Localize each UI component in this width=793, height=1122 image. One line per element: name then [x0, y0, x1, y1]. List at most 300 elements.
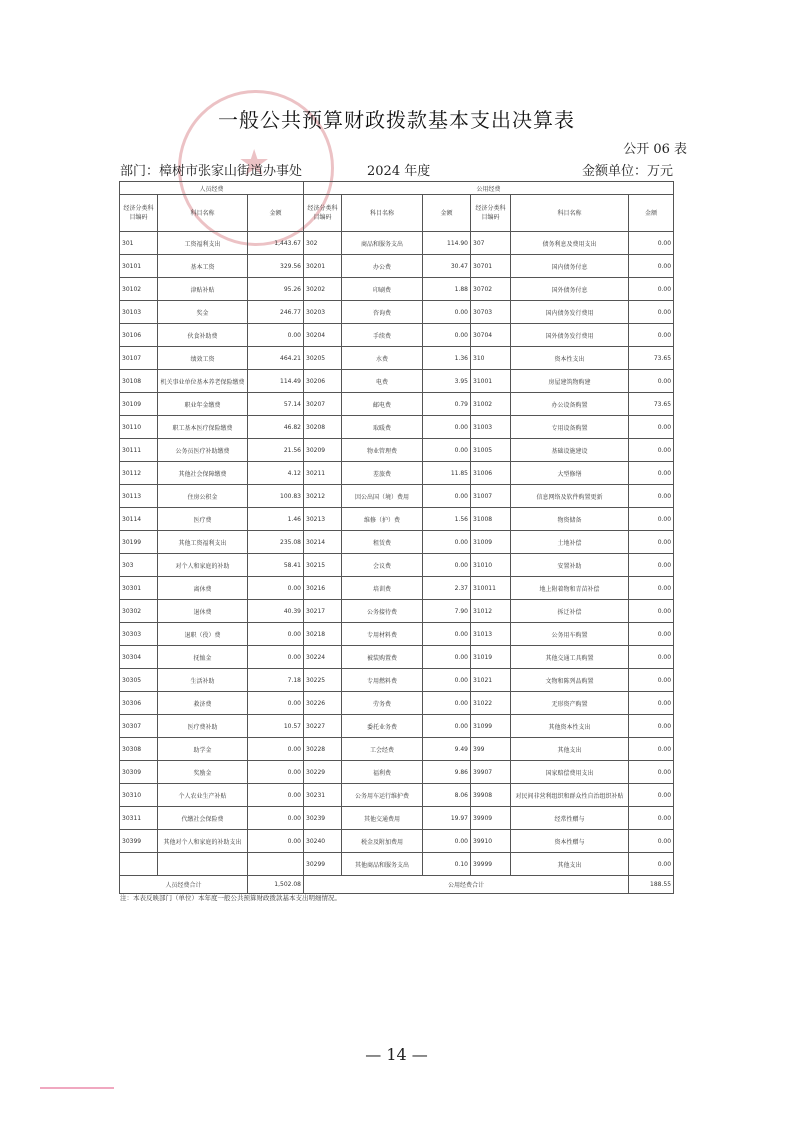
cell-amount: 0.00 — [423, 692, 471, 715]
cell-amount: 0.00 — [248, 738, 304, 761]
cell-amount: 0.00 — [248, 623, 304, 646]
cell-subject-name: 物资储备 — [511, 508, 629, 531]
cell-amount: 0.00 — [629, 577, 674, 600]
cell-amount: 4.12 — [248, 462, 304, 485]
cell-amount: 0.00 — [629, 646, 674, 669]
cell-subject-name: 助学金 — [158, 738, 248, 761]
col-header-subject-name: 科目名称 — [342, 195, 423, 232]
cell-amount: 0.00 — [629, 485, 674, 508]
cell-amount: 0.00 — [629, 278, 674, 301]
cell-amount: 0.00 — [248, 784, 304, 807]
cell-amount: 1.56 — [423, 508, 471, 531]
cell-econ-code: 30301 — [120, 577, 158, 600]
cell-amount: 8.06 — [423, 784, 471, 807]
cell-econ-code: 31012 — [471, 600, 511, 623]
cell-econ-code: 31010 — [471, 554, 511, 577]
table-row — [120, 416, 674, 439]
totals-row — [120, 876, 674, 894]
cell-amount: 1.46 — [248, 508, 304, 531]
cell-subject-name: 资本性赠与 — [511, 830, 629, 853]
cell-econ-code: 30204 — [304, 324, 342, 347]
cell-subject-name: 被装购置费 — [342, 646, 423, 669]
public-total-value: 188.55 — [629, 876, 674, 894]
table-row — [120, 623, 674, 646]
cell-amount: 58.41 — [248, 554, 304, 577]
cell-subject-name: 公务用车运行维护费 — [342, 784, 423, 807]
cell-subject-name: 基本工资 — [158, 255, 248, 278]
cell-econ-code: 31021 — [471, 669, 511, 692]
cell-subject-name — [158, 853, 248, 876]
cell-amount: 0.00 — [629, 807, 674, 830]
cell-subject-name: 文物和陈列品购置 — [511, 669, 629, 692]
cell-econ-code: 30201 — [304, 255, 342, 278]
cell-amount: 329.56 — [248, 255, 304, 278]
table-row — [120, 232, 674, 255]
table-row — [120, 577, 674, 600]
cell-subject-name: 工资福利支出 — [158, 232, 248, 255]
cell-econ-code: 31003 — [471, 416, 511, 439]
cell-econ-code: 31008 — [471, 508, 511, 531]
cell-econ-code: 30226 — [304, 692, 342, 715]
cell-subject-name: 安置补助 — [511, 554, 629, 577]
cell-subject-name: 维修（护）费 — [342, 508, 423, 531]
cell-subject-name: 职工基本医疗保险缴费 — [158, 416, 248, 439]
cell-subject-name: 培训费 — [342, 577, 423, 600]
cell-amount: 0.00 — [248, 830, 304, 853]
cell-subject-name: 职业年金缴费 — [158, 393, 248, 416]
cell-subject-name: 福利费 — [342, 761, 423, 784]
cell-subject-name: 医疗费 — [158, 508, 248, 531]
cell-econ-code: 39910 — [471, 830, 511, 853]
cell-subject-name: 取暖费 — [342, 416, 423, 439]
cell-subject-name: 因公出国（境）费用 — [342, 485, 423, 508]
cell-amount: 73.65 — [629, 393, 674, 416]
cell-econ-code: 30704 — [471, 324, 511, 347]
cell-subject-name: 国外债务发行费用 — [511, 324, 629, 347]
cell-subject-name: 机关事业单位基本养老保险缴费 — [158, 370, 248, 393]
cell-amount: 0.00 — [423, 646, 471, 669]
cell-econ-code: 30106 — [120, 324, 158, 347]
cell-amount: 0.00 — [423, 485, 471, 508]
cell-subject-name: 公务接待费 — [342, 600, 423, 623]
cell-econ-code: 31099 — [471, 715, 511, 738]
cell-econ-code — [120, 853, 158, 876]
cell-subject-name: 委托业务费 — [342, 715, 423, 738]
cell-econ-code: 30703 — [471, 301, 511, 324]
cell-subject-name: 经常性赠与 — [511, 807, 629, 830]
cell-subject-name: 水费 — [342, 347, 423, 370]
col-header-econ-code: 经济分类科目编码 — [471, 195, 511, 232]
cell-subject-name: 电费 — [342, 370, 423, 393]
page-number: — 14 — — [365, 1045, 428, 1064]
table-row — [120, 669, 674, 692]
cell-econ-code: 30212 — [304, 485, 342, 508]
table-row — [120, 646, 674, 669]
cell-amount: 40.39 — [248, 600, 304, 623]
cell-subject-name: 印刷费 — [342, 278, 423, 301]
cell-subject-name: 房屋建筑物购建 — [511, 370, 629, 393]
table-row — [120, 531, 674, 554]
cell-subject-name: 其他交通费用 — [342, 807, 423, 830]
cell-econ-code: 30304 — [120, 646, 158, 669]
cell-subject-name: 专用材料费 — [342, 623, 423, 646]
cell-econ-code: 30109 — [120, 393, 158, 416]
cell-subject-name: 商品和服务支出 — [342, 232, 423, 255]
cell-amount: 0.00 — [423, 416, 471, 439]
table-row — [120, 393, 674, 416]
cell-amount: 30.47 — [423, 255, 471, 278]
cell-subject-name: 伙食补助费 — [158, 324, 248, 347]
cell-econ-code: 30310 — [120, 784, 158, 807]
cell-subject-name: 代缴社会保险费 — [158, 807, 248, 830]
cell-econ-code: 30202 — [304, 278, 342, 301]
cell-subject-name: 专用燃料费 — [342, 669, 423, 692]
cell-econ-code: 30209 — [304, 439, 342, 462]
cell-subject-name: 咨询费 — [342, 301, 423, 324]
cell-subject-name: 物业管理费 — [342, 439, 423, 462]
cell-econ-code: 30228 — [304, 738, 342, 761]
cell-subject-name: 公务员医疗补助缴费 — [158, 439, 248, 462]
cell-subject-name: 差旅费 — [342, 462, 423, 485]
cell-econ-code: 30239 — [304, 807, 342, 830]
col-header-subject-name: 科目名称 — [158, 195, 248, 232]
table-row — [120, 255, 674, 278]
table-row — [120, 301, 674, 324]
cell-econ-code: 30240 — [304, 830, 342, 853]
cell-subject-name: 其他对个人和家庭的补助支出 — [158, 830, 248, 853]
cell-econ-code: 30306 — [120, 692, 158, 715]
cell-econ-code: 30103 — [120, 301, 158, 324]
table-row — [120, 784, 674, 807]
cell-subject-name: 退职（役）费 — [158, 623, 248, 646]
cell-econ-code: 30225 — [304, 669, 342, 692]
table-row — [120, 692, 674, 715]
table-row — [120, 485, 674, 508]
cell-econ-code: 30231 — [304, 784, 342, 807]
cell-econ-code: 30206 — [304, 370, 342, 393]
cell-subject-name: 拆迁补偿 — [511, 600, 629, 623]
cell-subject-name: 办公设备购置 — [511, 393, 629, 416]
cell-amount: 0.00 — [629, 531, 674, 554]
table-row — [120, 807, 674, 830]
cell-subject-name: 国外债务付息 — [511, 278, 629, 301]
cell-subject-name: 其他工资福利支出 — [158, 531, 248, 554]
cell-amount: 0.00 — [629, 439, 674, 462]
cell-amount: 19.97 — [423, 807, 471, 830]
cell-amount: 0.00 — [629, 554, 674, 577]
table-row — [120, 370, 674, 393]
cell-econ-code: 30224 — [304, 646, 342, 669]
cell-subject-name: 奖励金 — [158, 761, 248, 784]
table-row — [120, 761, 674, 784]
public-group-header: 公用经费 — [304, 182, 674, 195]
cell-subject-name: 资本性支出 — [511, 347, 629, 370]
cell-subject-name: 其他社会保障缴费 — [158, 462, 248, 485]
cell-subject-name: 地上附着物和青苗补偿 — [511, 577, 629, 600]
cell-subject-name: 信息网络及软件购置更新 — [511, 485, 629, 508]
cell-econ-code: 31007 — [471, 485, 511, 508]
cell-subject-name: 劳务费 — [342, 692, 423, 715]
cell-econ-code: 30302 — [120, 600, 158, 623]
cell-econ-code: 310011 — [471, 577, 511, 600]
cell-econ-code: 307 — [471, 232, 511, 255]
cell-subject-name: 专用设备购置 — [511, 416, 629, 439]
cell-amount: 1.36 — [423, 347, 471, 370]
cell-econ-code: 310 — [471, 347, 511, 370]
table-row — [120, 554, 674, 577]
cell-subject-name: 手续费 — [342, 324, 423, 347]
table-row — [120, 324, 674, 347]
cell-econ-code: 30303 — [120, 623, 158, 646]
cell-econ-code: 30217 — [304, 600, 342, 623]
table-row — [120, 462, 674, 485]
cell-subject-name: 对个人和家庭的补助 — [158, 554, 248, 577]
cell-amount: 0.00 — [629, 232, 674, 255]
cell-subject-name: 基础设施建设 — [511, 439, 629, 462]
cell-amount: 9.86 — [423, 761, 471, 784]
cell-econ-code: 30215 — [304, 554, 342, 577]
cell-amount: 0.00 — [629, 761, 674, 784]
cell-amount: 0.00 — [629, 669, 674, 692]
cell-econ-code: 39909 — [471, 807, 511, 830]
cell-subject-name: 无形资产购置 — [511, 692, 629, 715]
col-header-amount: 金额 — [629, 195, 674, 232]
form-number: 公开 06 表 — [623, 142, 687, 157]
cell-econ-code: 30307 — [120, 715, 158, 738]
personnel-group-header: 人员经费 — [120, 182, 304, 195]
cell-amount: 0.00 — [248, 807, 304, 830]
cell-subject-name: 国家赔偿费用支出 — [511, 761, 629, 784]
personnel-total-value: 1,502.08 — [248, 876, 304, 894]
cell-econ-code: 30218 — [304, 623, 342, 646]
cell-subject-name: 公务用车购置 — [511, 623, 629, 646]
cell-amount: 11.85 — [423, 462, 471, 485]
cell-econ-code: 39999 — [471, 853, 511, 876]
cell-econ-code: 301 — [120, 232, 158, 255]
cell-amount: 0.00 — [423, 324, 471, 347]
cell-econ-code: 30305 — [120, 669, 158, 692]
cell-econ-code: 31022 — [471, 692, 511, 715]
page-title: 一般公共预算财政拨款基本支出决算表 — [218, 108, 575, 132]
cell-amount: 0.00 — [629, 830, 674, 853]
cell-amount: 0.00 — [423, 531, 471, 554]
cell-subject-name: 大型修缮 — [511, 462, 629, 485]
cell-econ-code: 30309 — [120, 761, 158, 784]
cell-econ-code: 30205 — [304, 347, 342, 370]
cell-amount: 0.00 — [629, 324, 674, 347]
cell-subject-name: 土地补偿 — [511, 531, 629, 554]
cell-subject-name: 税金及附加费用 — [342, 830, 423, 853]
cell-subject-name: 会议费 — [342, 554, 423, 577]
cell-amount: 0.00 — [423, 301, 471, 324]
cell-amount: 46.82 — [248, 416, 304, 439]
cell-amount — [248, 853, 304, 876]
cell-amount: 73.65 — [629, 347, 674, 370]
table-row — [120, 738, 674, 761]
cell-amount: 21.56 — [248, 439, 304, 462]
cell-amount: 0.00 — [629, 738, 674, 761]
cell-econ-code: 39908 — [471, 784, 511, 807]
cell-econ-code: 30229 — [304, 761, 342, 784]
cell-econ-code: 30112 — [120, 462, 158, 485]
cell-amount: 0.00 — [423, 439, 471, 462]
cell-subject-name: 绩效工资 — [158, 347, 248, 370]
cell-subject-name: 其他交通工具购置 — [511, 646, 629, 669]
cell-subject-name: 离休费 — [158, 577, 248, 600]
cell-subject-name: 医疗费补助 — [158, 715, 248, 738]
cell-amount: 0.00 — [423, 669, 471, 692]
table-note: 注：本表反映部门（单位）本年度一般公共预算财政拨款基本支出明细情况。 — [120, 894, 341, 902]
cell-amount: 2.37 — [423, 577, 471, 600]
cell-amount: 57.14 — [248, 393, 304, 416]
col-header-amount: 金额 — [248, 195, 304, 232]
cell-econ-code: 31002 — [471, 393, 511, 416]
cell-econ-code: 39907 — [471, 761, 511, 784]
cell-amount: 0.00 — [423, 623, 471, 646]
table-row — [120, 347, 674, 370]
cell-amount: 0.00 — [629, 623, 674, 646]
table-row — [120, 508, 674, 531]
cell-amount: 0.00 — [629, 853, 674, 876]
table-meta — [120, 160, 673, 178]
department-label: 部门：樟树市张家山街道办事处 — [120, 164, 303, 179]
col-header-amount: 金额 — [423, 195, 471, 232]
cell-econ-code: 30113 — [120, 485, 158, 508]
col-header-econ-code: 经济分类科目编码 — [120, 195, 158, 232]
cell-subject-name: 国内债务发行费用 — [511, 301, 629, 324]
cell-econ-code: 30211 — [304, 462, 342, 485]
cell-econ-code: 399 — [471, 738, 511, 761]
cell-subject-name: 津贴补贴 — [158, 278, 248, 301]
cell-amount: 7.18 — [248, 669, 304, 692]
cell-subject-name: 其他支出 — [511, 853, 629, 876]
cell-amount: 246.77 — [248, 301, 304, 324]
cell-amount: 0.00 — [423, 554, 471, 577]
cell-subject-name: 个人农业生产补贴 — [158, 784, 248, 807]
cell-amount: 0.00 — [629, 255, 674, 278]
cell-subject-name: 工会经费 — [342, 738, 423, 761]
public-total-label: 公用经费合计 — [304, 876, 629, 894]
cell-econ-code: 31005 — [471, 439, 511, 462]
cell-econ-code: 30702 — [471, 278, 511, 301]
personnel-total-label: 人员经费合计 — [120, 876, 248, 894]
table-body — [120, 232, 674, 876]
cell-subject-name: 其他商品和服务支出 — [342, 853, 423, 876]
cell-econ-code: 30199 — [120, 531, 158, 554]
cell-amount: 9.49 — [423, 738, 471, 761]
cell-amount: 0.00 — [248, 324, 304, 347]
cell-amount: 0.00 — [629, 508, 674, 531]
cell-econ-code: 30108 — [120, 370, 158, 393]
col-header-subject-name: 科目名称 — [511, 195, 629, 232]
scan-mark — [40, 1087, 114, 1089]
cell-subject-name: 住房公积金 — [158, 485, 248, 508]
cell-econ-code: 303 — [120, 554, 158, 577]
cell-econ-code: 30207 — [304, 393, 342, 416]
expenditure-table — [119, 181, 674, 894]
cell-amount: 0.79 — [423, 393, 471, 416]
table-row — [120, 278, 674, 301]
cell-amount: 1,443.67 — [248, 232, 304, 255]
cell-amount: 0.00 — [629, 600, 674, 623]
cell-subject-name: 邮电费 — [342, 393, 423, 416]
table-row — [120, 830, 674, 853]
unit-label: 金额单位：万元 — [581, 164, 673, 179]
cell-amount: 7.90 — [423, 600, 471, 623]
cell-econ-code: 31013 — [471, 623, 511, 646]
cell-econ-code: 30111 — [120, 439, 158, 462]
cell-econ-code: 30399 — [120, 830, 158, 853]
cell-amount: 0.00 — [248, 646, 304, 669]
cell-amount: 0.00 — [629, 416, 674, 439]
cell-subject-name: 国内债务付息 — [511, 255, 629, 278]
cell-econ-code: 31001 — [471, 370, 511, 393]
cell-subject-name: 其他支出 — [511, 738, 629, 761]
cell-amount: 0.00 — [629, 301, 674, 324]
year-label: 2024 年度 — [367, 164, 431, 179]
cell-econ-code: 30311 — [120, 807, 158, 830]
cell-subject-name: 抚恤金 — [158, 646, 248, 669]
table-row — [120, 715, 674, 738]
cell-amount: 235.08 — [248, 531, 304, 554]
cell-econ-code: 30102 — [120, 278, 158, 301]
cell-econ-code: 30214 — [304, 531, 342, 554]
cell-amount: 0.00 — [248, 577, 304, 600]
cell-subject-name: 救济费 — [158, 692, 248, 715]
cell-subject-name: 对民间非营利组织和群众性自治组织补贴 — [511, 784, 629, 807]
cell-econ-code: 31006 — [471, 462, 511, 485]
cell-subject-name: 租赁费 — [342, 531, 423, 554]
cell-amount: 0.00 — [629, 370, 674, 393]
cell-econ-code: 302 — [304, 232, 342, 255]
cell-econ-code: 30308 — [120, 738, 158, 761]
cell-subject-name: 生活补助 — [158, 669, 248, 692]
cell-econ-code: 30213 — [304, 508, 342, 531]
cell-amount: 0.00 — [248, 692, 304, 715]
cell-econ-code: 30216 — [304, 577, 342, 600]
cell-amount: 1.88 — [423, 278, 471, 301]
cell-amount: 114.90 — [423, 232, 471, 255]
cell-amount: 114.49 — [248, 370, 304, 393]
table-row — [120, 853, 674, 876]
cell-econ-code: 30101 — [120, 255, 158, 278]
cell-econ-code: 30203 — [304, 301, 342, 324]
cell-amount: 0.00 — [423, 830, 471, 853]
cell-amount: 0.00 — [423, 715, 471, 738]
cell-econ-code: 30208 — [304, 416, 342, 439]
cell-econ-code: 30110 — [120, 416, 158, 439]
cell-amount: 3.95 — [423, 370, 471, 393]
table-row — [120, 439, 674, 462]
table-row — [120, 600, 674, 623]
cell-econ-code: 31019 — [471, 646, 511, 669]
cell-subject-name: 办公费 — [342, 255, 423, 278]
cell-amount: 95.26 — [248, 278, 304, 301]
cell-amount: 0.00 — [248, 761, 304, 784]
cell-amount: 0.00 — [629, 715, 674, 738]
cell-econ-code: 30227 — [304, 715, 342, 738]
cell-econ-code: 30701 — [471, 255, 511, 278]
cell-amount: 0.00 — [629, 692, 674, 715]
cell-amount: 0.00 — [629, 784, 674, 807]
cell-subject-name: 退休费 — [158, 600, 248, 623]
cell-amount: 100.83 — [248, 485, 304, 508]
cell-amount: 0.00 — [629, 462, 674, 485]
cell-subject-name: 债务利息及费用支出 — [511, 232, 629, 255]
cell-subject-name: 其他资本性支出 — [511, 715, 629, 738]
cell-econ-code: 30114 — [120, 508, 158, 531]
cell-amount: 10.57 — [248, 715, 304, 738]
